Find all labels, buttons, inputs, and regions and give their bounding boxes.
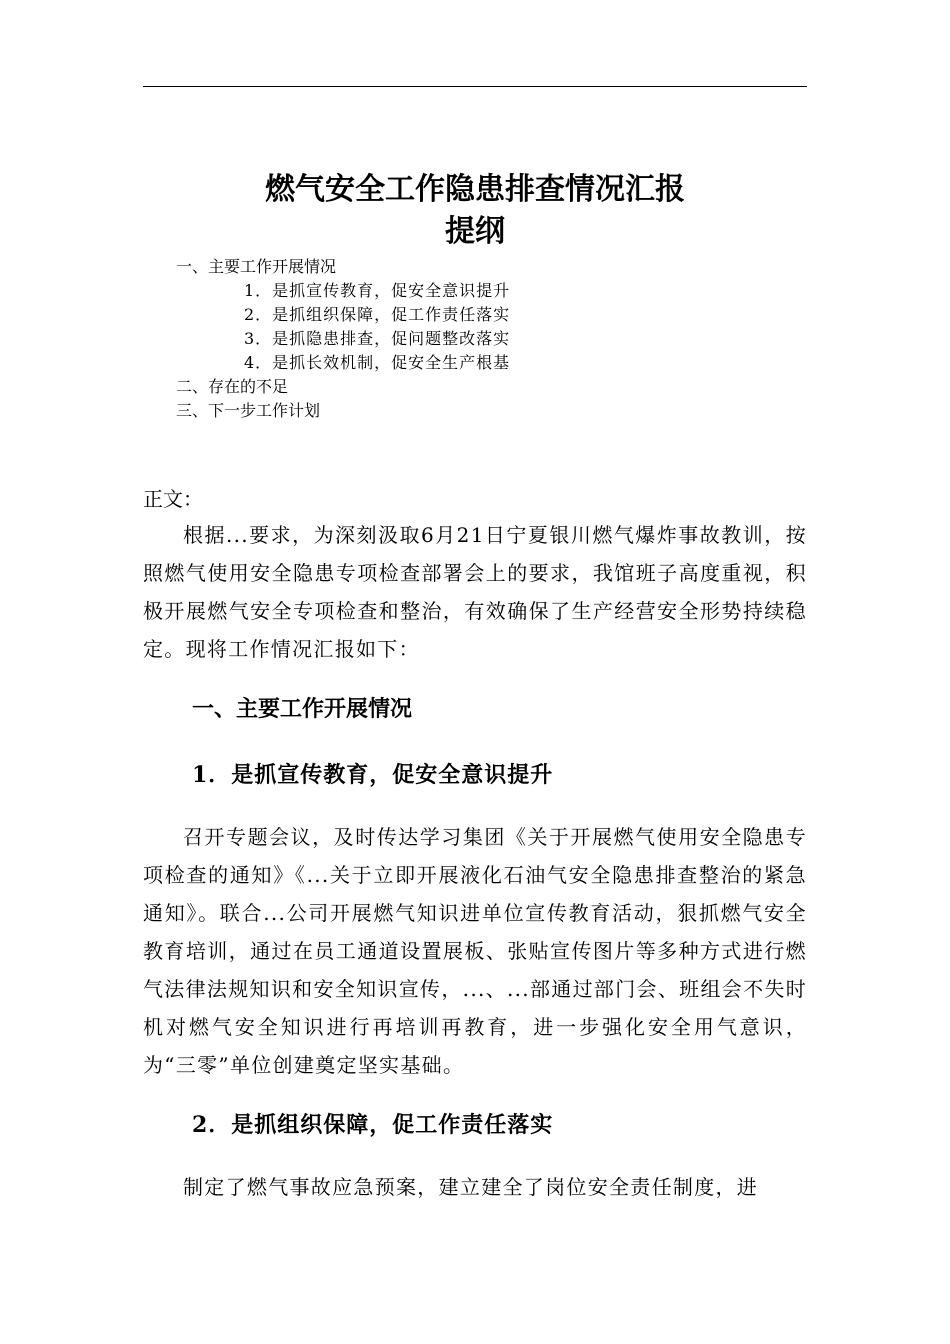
header-rule bbox=[143, 86, 807, 87]
document-title-line2: 提纲 bbox=[445, 214, 505, 249]
document-title: 燃气安全工作隐患排查情况汇报 bbox=[265, 172, 685, 207]
outline-item-1: 一、主要工作开展情况 bbox=[176, 257, 337, 276]
intro-paragraph: 根据...要求，为深刻汲取6月21日宁夏银川燃气爆炸事故教训，按照燃气使用安全隐患专项检查部署会上的要求，我馆班子高度重视，积极开展燃气安全专项检查和整治，有效确保了生产经营安全形势持续稳定。现将工作情况汇报如下： bbox=[143, 523, 807, 661]
subsection-2-paragraph: 制定了燃气事故应急预案，建立建全了岗位安全责任制度，进 bbox=[183, 1175, 759, 1199]
subsection-2-block bbox=[143, 1168, 807, 1206]
subsection-heading-2: 2．是抓组织保障，促工作责任落实 bbox=[192, 1112, 554, 1138]
intro-paragraph-block bbox=[143, 516, 807, 668]
outline-subitem-3: 3．是抓隐患排查，促问题整改落实 bbox=[244, 329, 511, 348]
outline-subitem-1: 1．是抓宣传教育，促安全意识提升 bbox=[244, 281, 511, 300]
outline-subitem-2: 2．是抓组织保障，促工作责任落实 bbox=[244, 305, 511, 324]
subsection-heading-1: 1．是抓宣传教育，促安全意识提升 bbox=[192, 762, 554, 788]
body-lead-label: 正文： bbox=[143, 487, 203, 511]
subsection-1-block bbox=[143, 818, 807, 1084]
section-heading-1: 一、主要工作开展情况 bbox=[192, 697, 413, 722]
outline bbox=[176, 255, 776, 423]
outline-item-3: 三、下一步工作计划 bbox=[176, 401, 321, 420]
outline-item-2: 二、存在的不足 bbox=[176, 377, 289, 396]
subsection-1-paragraph: 召开专题会议，及时传达学习集团《关于开展燃气使用安全隐患专项检查的通知》《...关于立即开展液化石油气安全隐患排查整治的紧急通知》。联合...公司开展燃气知识进单位宣传教育活动，狠抓燃气安全教育培训，通过在员工通道设置展板、张贴宣传图片等多种方式进行燃气法律法规知识和安全知识宣传，...、...部通过部门会、班组会不失时机对燃气安全知识进行再培训再教育，进一步强化安全用气意识，为“三零”单位创建奠定坚实基础。 bbox=[143, 825, 807, 1077]
outline-subitem-4: 4．是抓长效机制，促安全生产根基 bbox=[244, 353, 511, 372]
